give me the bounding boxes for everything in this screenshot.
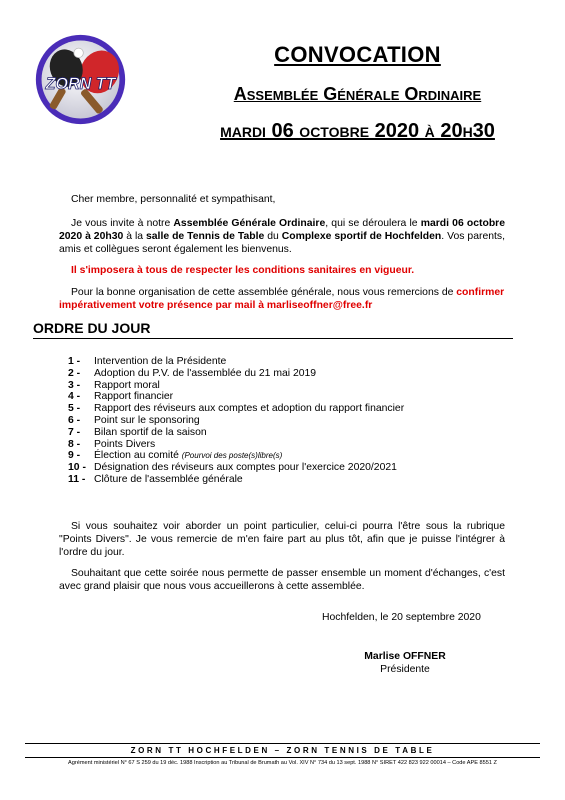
meeting-date: mardi 06 octobre 2020 à 20h30 <box>220 120 495 142</box>
agenda-item: 3 - Rapport moral <box>68 379 160 391</box>
agenda-item: 9 - Élection au comité (Pourvoi des poste(s)libre(s) <box>68 450 283 462</box>
confirmation-paragraph: Pour la bonne organisation de cette assemblée générale, nous vous remercions de confirmer impérativement votre présence par mail à marliseoffner@free.fr <box>59 287 505 311</box>
agenda-item: 11 - Clôture de l'assemblée générale <box>68 473 243 485</box>
agenda-item: 8 - Points Divers <box>68 438 156 450</box>
sanitary-warning: Il s'imposera à tous de respecter les conditions sanitaires en vigueur. <box>71 265 415 276</box>
page-subtitle: Assemblée Générale Ordinaire <box>233 84 482 104</box>
agenda-item: 4 - Rapport financier <box>68 391 174 403</box>
agenda-divider <box>33 338 513 339</box>
agenda-item: 7 - Bilan sportif de la saison <box>68 426 207 438</box>
footer-divider-bottom <box>25 757 540 758</box>
greeting: Cher membre, personnalité et sympathisant, <box>71 194 276 205</box>
footer-legal-info: Agrément ministériel N° 67 S 259 du 19 déc. 1988 Inscription au Tribunal de Brumath au Vol. XIV N° 734 du 13 sept. 1988 N° SIRET 422 823 922 00014 – Code APE 8551 Z <box>68 760 497 766</box>
agenda-item: 10 - Désignation des réviseurs aux comptes pour l'exercice 2020/2021 <box>68 462 397 474</box>
agenda-item-note: (Pourvoi des poste(s)libre(s) <box>181 451 283 461</box>
footer-club-name: ZORN TT HOCHFELDEN – ZORN TENNIS DE TABLE <box>130 746 435 755</box>
agenda-list <box>68 356 404 486</box>
footer-divider-top <box>25 743 540 744</box>
closing-paragraph: Souhaitant que cette soirée nous permette de passer ensemble un moment d'échanges, c'est avec grand plaisir que nous vous accueillerons à cette assemblée. <box>59 568 505 592</box>
logo-text: ZORN TT <box>45 75 116 93</box>
page-title: CONVOCATION <box>274 42 441 67</box>
signer-name: Marlise OFFNER <box>364 651 446 662</box>
agenda-item: 1 - Intervention de la Présidente <box>68 356 227 367</box>
confirmation-request: confirmer impérativement votre présence par mail à marliseoffner@free.fr <box>59 287 505 311</box>
signature-block <box>360 650 450 676</box>
agenda-item: 2 - Adoption du P.V. de l'assemblée du 21 mai 2019 <box>68 367 317 379</box>
points-divers-paragraph: Si vous souhaitez voir aborder un point particulier, celui-ci pourra l'être sous la rubrique "Points Divers". Je vous remercie de m'en faire part au plus tôt, afin que je puisse l'intégrer à l'ordre du jour. <box>59 521 505 558</box>
signer-role: Présidente <box>380 664 430 675</box>
agenda-item: 5 - Rapport des réviseurs aux comptes et adoption du rapport financier <box>68 403 405 415</box>
zorn-tt-logo <box>33 32 128 127</box>
invitation-paragraph: Je vous invite à notre Assemblée Générale Ordinaire, qui se déroulera le mardi 06 octobre 2020 à 20h30 à la salle de Tennis de Table du Complexe sportif de Hochfelden. Vos parents, amis et collègues seront également les bienvenus. <box>59 218 505 255</box>
place-date: Hochfelden, le 20 septembre 2020 <box>322 612 481 623</box>
agenda-item: 6 - Point sur le sponsoring <box>68 414 200 426</box>
agenda-heading: ORDRE DU JOUR <box>33 320 151 336</box>
